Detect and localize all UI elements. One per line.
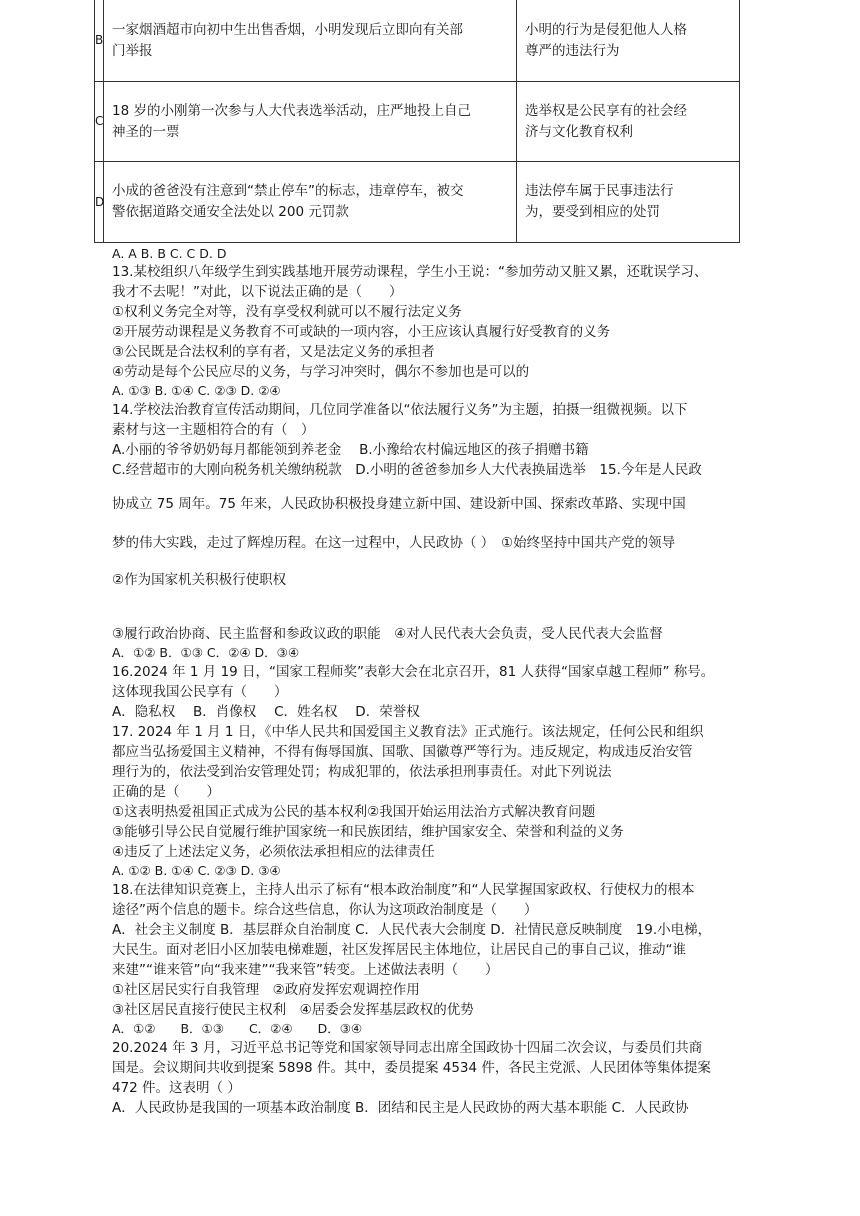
question-18-stem: 18.在法律知识竞赛上，主持人出示了标有“根本政治制度”和“人民掌握国家政权、行使权力的根本: [112, 882, 695, 898]
statement-item: ③公民既是合法权利的享有者，又是法定义务的承担者: [112, 344, 435, 360]
answer-options-q18: A．社会主义制度 B．基层群众自治制度 C．人民代表大会制度 D．社情民意反映制度 19.小电梯，: [112, 922, 712, 938]
statement-item: ①权利义务完全对等，没有享受权利就可以不履行法定义务: [112, 304, 462, 320]
option-label: B: [95, 0, 104, 82]
answer-options-q19: A．①② B．①③ C．②④ D．③④: [112, 1021, 363, 1036]
question-16-stem: 这体现我国公民享有（ ）: [112, 684, 288, 700]
statement-item: ④劳动是每个公民应尽的义务，与学习冲突时，偶尔不参加也是可以的: [112, 364, 530, 380]
case-cell: 一家烟酒超市向初中生出售香烟，小明发现后立即向有关部 门举报: [104, 0, 517, 82]
answer-options-q15: A．①② B．①③ C．②④ D．③④: [112, 645, 300, 660]
statement-item: ①社区居民实行自我管理 ②政府发挥宏观调控作用: [112, 982, 420, 998]
question-17-stem: 都应当弘扬爱国主义精神，不得有侮辱国旗、国歌、国徽尊严等行为。违反规定，构成违反治安管: [112, 744, 693, 760]
option-label: D: [95, 162, 104, 243]
question-13-stem: 13.某校组织八年级学生到实践基地开展劳动课程，学生小王说：“参加劳动又脏又累，还耽误学习、: [112, 264, 708, 280]
statement-item: ④违反了上述法定义务，必须依法承担相应的法律责任: [112, 844, 435, 860]
answer-options-q12: A. A B. B C. C D. D: [112, 246, 227, 261]
analysis-cell: 小明的行为是侵犯他人人格 尊严的违法行为: [517, 0, 740, 82]
table-row: [95, 162, 740, 243]
option-label: C: [95, 82, 104, 162]
question-13-stem: 我才不去呢！”对此，以下说法正确的是（ ）: [112, 284, 403, 300]
question-20-stem: 20.2024 年 3 月，习近平总书记等党和国家领导同志出席全国政协十四届二次会议，与委员们共商: [112, 1040, 703, 1056]
question-19-stem: 大民生。面对老旧小区加装电梯难题，社区发挥居民主体地位，让居民自己的事自己议，推动“谁: [112, 942, 686, 958]
question-15-stem: 梦的伟大实践，走过了辉煌历程。在这一过程中，人民政协（ ） ①始终坚持中国共产党的领导: [112, 535, 676, 551]
answer-options-q16: A．隐私权 B．肖像权 C．姓名权 D．荣誉权: [112, 704, 420, 720]
answer-options-q14: C.经营超市的大刚向税务机关缴纳税款 D.小明的爸爸参加乡人大代表换届选举 15.今年是人民政: [112, 462, 702, 478]
answer-options-q20: A．人民政协是我国的一项基本政治制度 B．团结和民主是人民政协的两大基本职能 C．人民政协: [112, 1100, 689, 1116]
question-17-stem: 正确的是（ ）: [112, 784, 220, 800]
statement-item: ③履行政治协商、民主监督和参政议政的职能 ④对人民代表大会负责，受人民代表大会监督: [112, 626, 663, 642]
question-17-stem: 17. 2024 年 1 月 1 日，《中华人民共和国爱国主义教育法》正式施行。该法规定，任何公民和组织: [112, 724, 704, 740]
question-15-stem: 协成立 75 周年。75 年来，人民政协积极投身建立新中国、建设新中国、探索改革路、实现中国: [112, 496, 686, 512]
question-16-stem: 16.2024 年 1 月 19 日，“国家工程师奖”表彰大会在北京召开，81 人获得“国家卓越工程师” 称号。: [112, 664, 715, 680]
answer-options-q17: A. ①② B. ①④ C. ②③ D. ③④: [112, 863, 281, 878]
case-cell: 18 岁的小刚第一次参与人大代表选举活动，庄严地投上自己 神圣的一票: [104, 82, 517, 162]
statement-item: ③社区居民直接行使民主权利 ④居委会发挥基层政权的优势: [112, 1002, 474, 1018]
case-cell: 小成的爸爸没有注意到“禁止停车”的标志，违章停车，被交 警依据道路交通安全法处以 200 元罚款: [104, 162, 517, 243]
question-20-stem: 472 件。这表明（ ）: [112, 1080, 241, 1096]
analysis-cell: 违法停车属于民事违法行 为，要受到相应的处罚: [517, 162, 740, 243]
answer-options-q14: A.小丽的爷爷奶奶每月都能领到养老金 B.小豫给农村偏远地区的孩子捐赠书籍: [112, 442, 589, 458]
question-20-stem: 国是。会议期间共收到提案 5898 件。其中，委员提案 4534 件，各民主党派、人民团体等集体提案: [112, 1060, 711, 1076]
question-19-stem: 来建”“谁来管”向“我来建”“我来管”转变。上述做法表明（ ）: [112, 962, 499, 978]
statement-item: ①这表明热爱祖国正式成为公民的基本权利②我国开始运用法治方式解决教育问题: [112, 804, 596, 820]
table-row: [95, 82, 740, 162]
statement-item: ③能够引导公民自觉履行维护国家统一和民族团结，维护国家安全、荣誉和利益的义务: [112, 824, 624, 840]
question-17-stem: 理行为的，依法受到治安管理处罚；构成犯罪的，依法承担刑事责任。对此下列说法: [112, 764, 612, 780]
question-14-stem: 素材与这一主题相符合的有（ ）: [112, 422, 315, 438]
analysis-cell: 选举权是公民享有的社会经 济与文化教育权利: [517, 82, 740, 162]
table-row: [95, 0, 740, 82]
statement-item: ②作为国家机关积极行使职权: [112, 572, 287, 588]
question-14-stem: 14.学校法治教育宣传活动期间，几位同学准备以“依法履行义务”为主题，拍摄一组微视频。以下: [112, 402, 688, 418]
case-analysis-table: [94, 0, 740, 243]
statement-item: ②开展劳动课程是义务教育不可或缺的一项内容，小王应该认真履行好受教育的义务: [112, 324, 611, 340]
question-18-stem: 途径”两个信息的题卡。综合这些信息，你认为这项政治制度是（ ）: [112, 902, 538, 918]
answer-options-q13: A. ①③ B. ①④ C. ②③ D. ②④: [112, 383, 281, 398]
